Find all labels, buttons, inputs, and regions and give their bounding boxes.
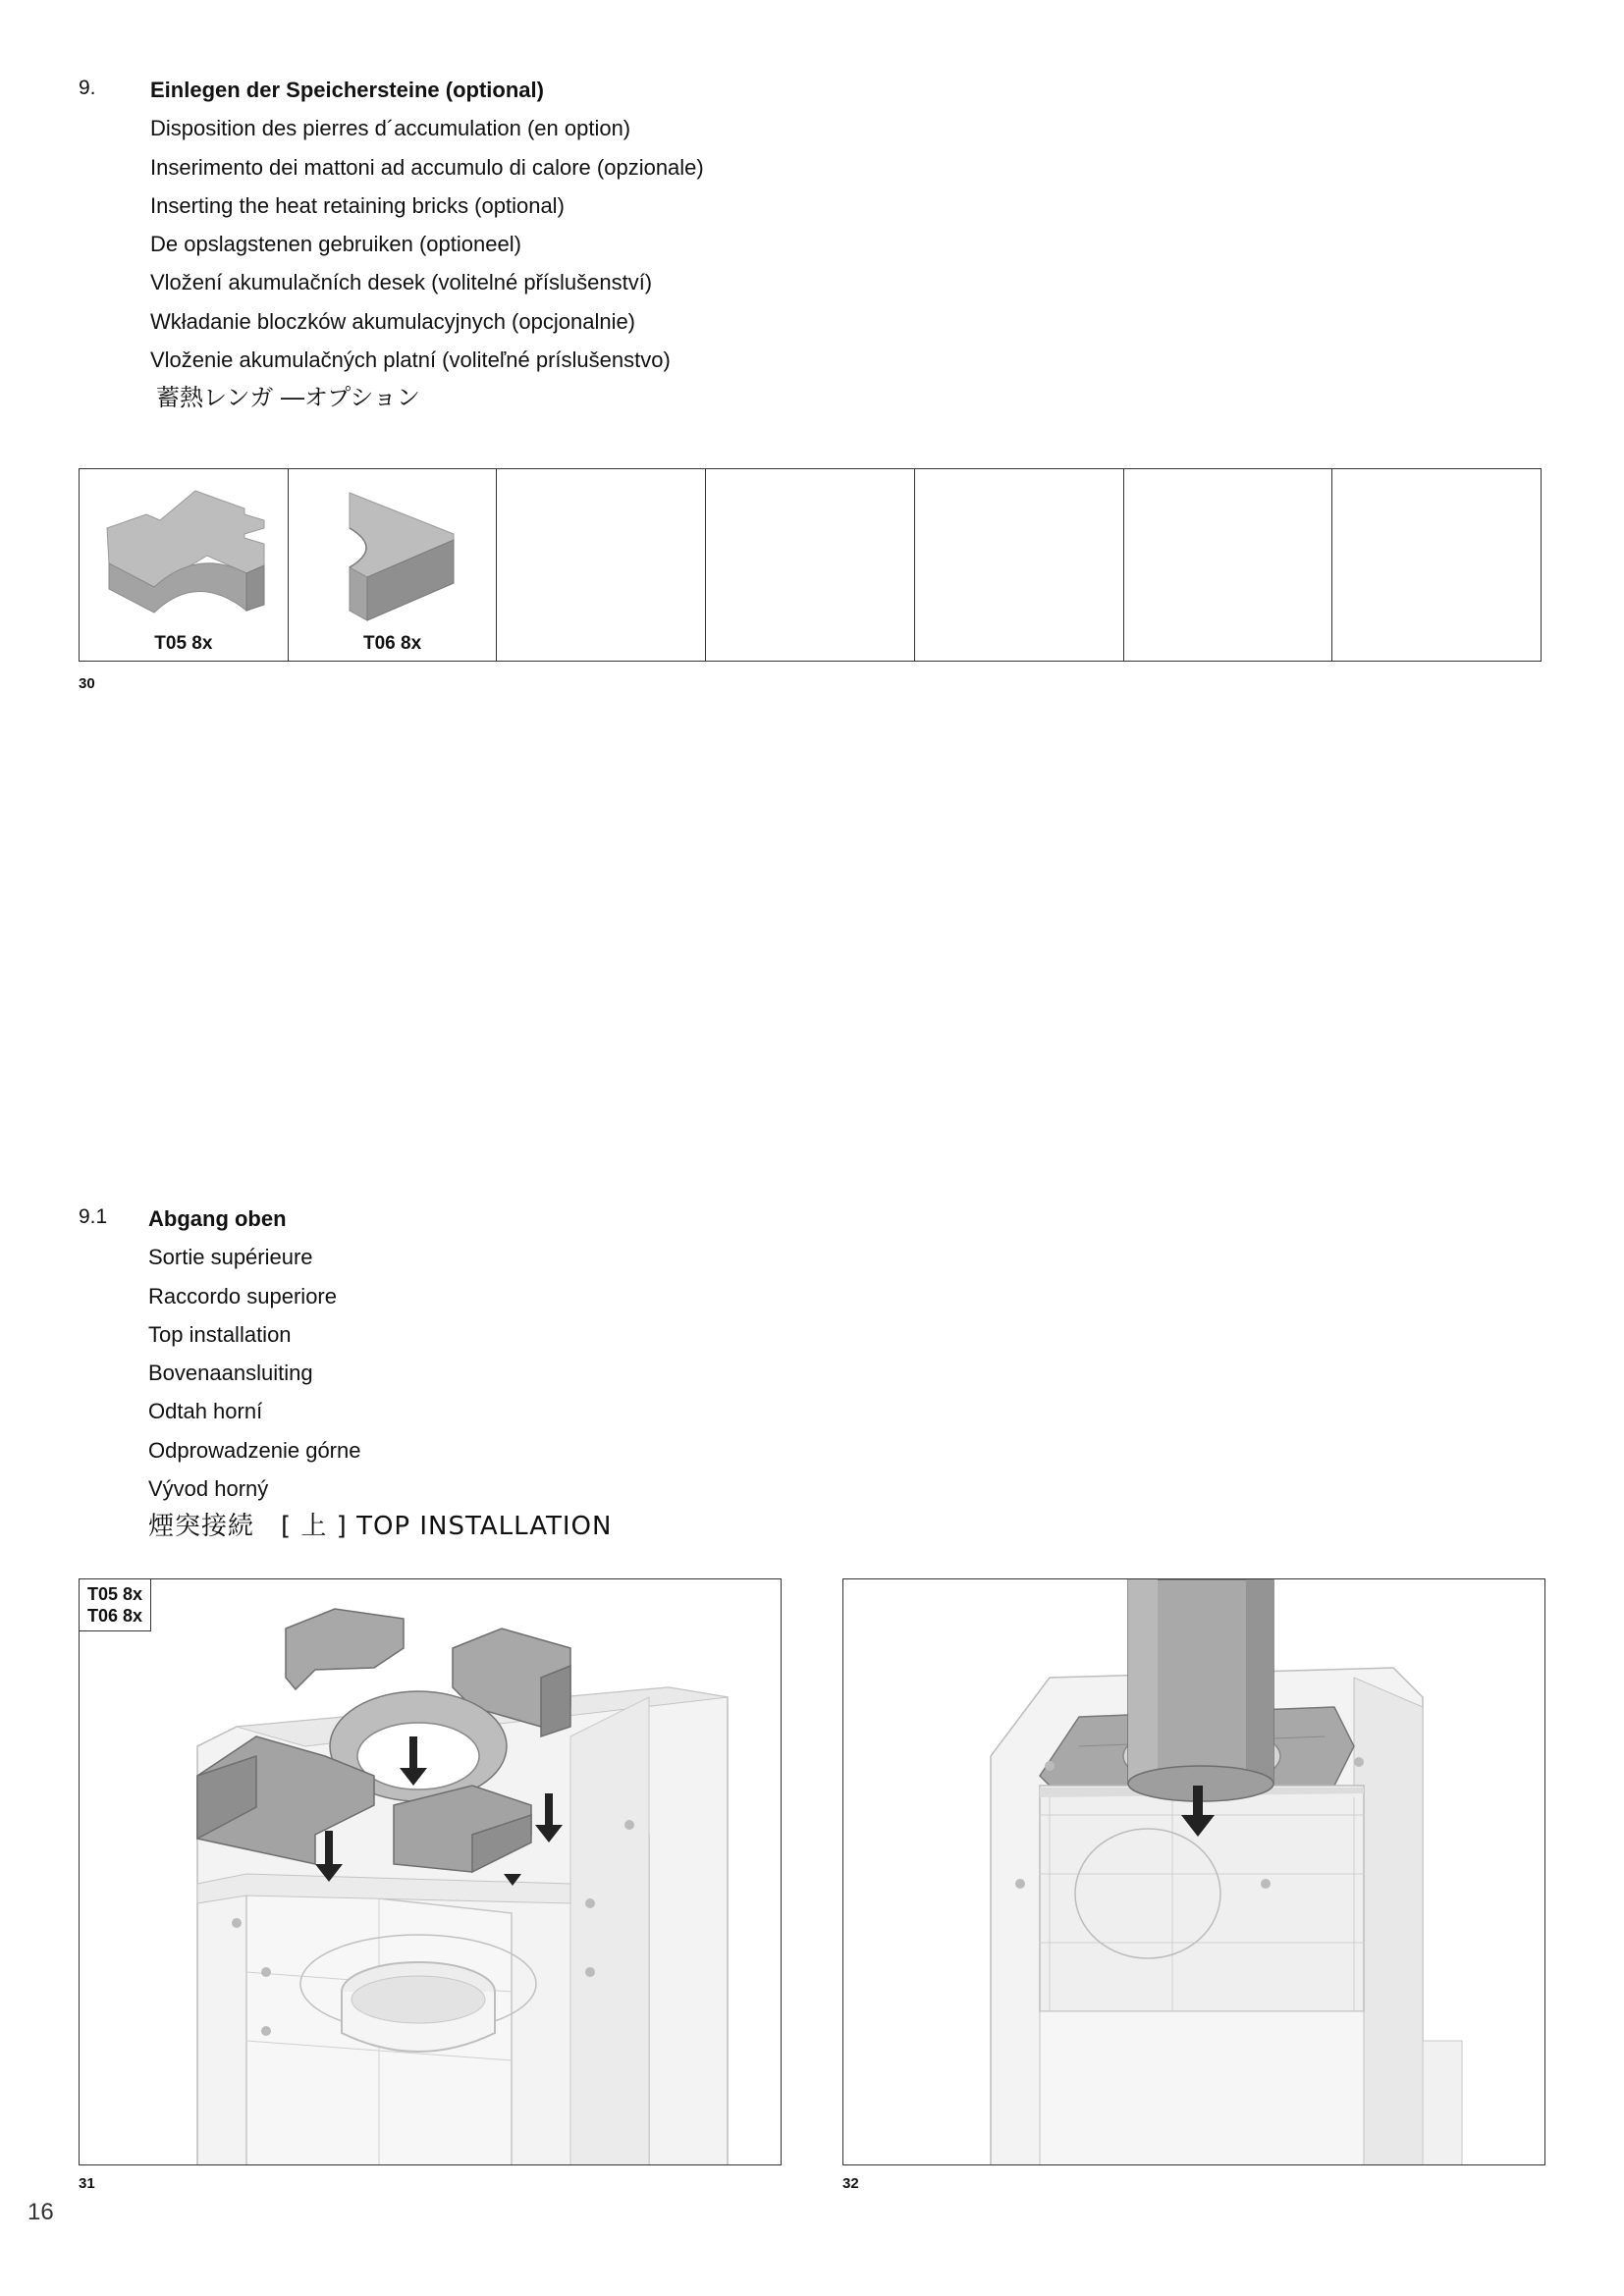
figure-31-part-t05: T05 8x (87, 1584, 143, 1604)
figure-32-frame (842, 1578, 1545, 2165)
stove-closed-illustration (843, 1579, 1545, 2165)
section-9-1-line-fr: Sortie supérieure (148, 1245, 313, 1270)
parts-cell-t05 (80, 469, 289, 661)
section-9-line-pl: Wkładanie bloczków akumulacyjnych (opcjonalnie) (150, 308, 636, 334)
section-9-line-nl: De opslagstenen gebruiken (optioneel) (150, 232, 521, 257)
section-9-number: 9. (79, 77, 96, 99)
section-9-title: Einlegen der Speichersteine (optional) (150, 78, 544, 102)
section-9-1-line-cs: Odtah horní (148, 1399, 263, 1424)
parts-cell-empty (1332, 469, 1541, 661)
part-label-t06: T06 8x (363, 633, 422, 654)
parts-cell-empty (706, 469, 915, 661)
stove-open-illustration (80, 1579, 782, 2165)
section-9-1-line-jp: 煙突接続 [ 上 ] TOP INSTALLATION (148, 1512, 613, 1542)
section-9-line-cs: Vložení akumulačních desek (volitelné příslušenství) (150, 270, 653, 295)
section-9-1-line-it: Raccordo superiore (148, 1283, 337, 1308)
figure-31-frame (79, 1578, 782, 2165)
section-9-1-line-pl: Odprowadzenie górne (148, 1437, 361, 1463)
section-9-1-line-sk: Vývod horný (148, 1476, 269, 1502)
section-9-line-en: Inserting the heat retaining bricks (optional) (150, 192, 565, 218)
figure-32-number: 32 (842, 2175, 859, 2192)
part-label-t05: T05 8x (154, 633, 213, 654)
section-9-1-title: Abgang oben (148, 1206, 287, 1231)
parts-cell-empty (915, 469, 1124, 661)
brick-t06-icon (289, 469, 497, 626)
section-9-1-number: 9.1 (79, 1205, 108, 1228)
section-9-1-line-en: Top installation (148, 1321, 292, 1347)
parts-cell-empty (497, 469, 706, 661)
figure-31-number: 31 (79, 2175, 95, 2192)
figure-31-parts-label (80, 1579, 151, 1631)
section-9-1-heading (148, 1200, 612, 1547)
parts-cell-empty (1124, 469, 1333, 661)
parts-cell-t06 (289, 469, 498, 661)
section-9-1-line-nl: Bovenaansluiting (148, 1361, 313, 1386)
page-number: 16 (27, 2199, 54, 2225)
section-9-line-jp: 蓄熱レンガ ―オプション (156, 384, 420, 412)
figure-31-part-t06: T06 8x (87, 1606, 143, 1626)
section-9-line-sk: Vloženie akumulačných platní (voliteľné príslušenstvo) (150, 347, 671, 373)
parts-table (79, 468, 1542, 662)
figure-30-number: 30 (79, 675, 95, 692)
brick-t05-icon (80, 469, 288, 626)
section-9-line-fr: Disposition des pierres d´accumulation (en option) (150, 116, 631, 141)
section-9-line-it: Inserimento dei mattoni ad accumulo di calore (opzionale) (150, 154, 704, 180)
section-9-heading (150, 71, 704, 418)
